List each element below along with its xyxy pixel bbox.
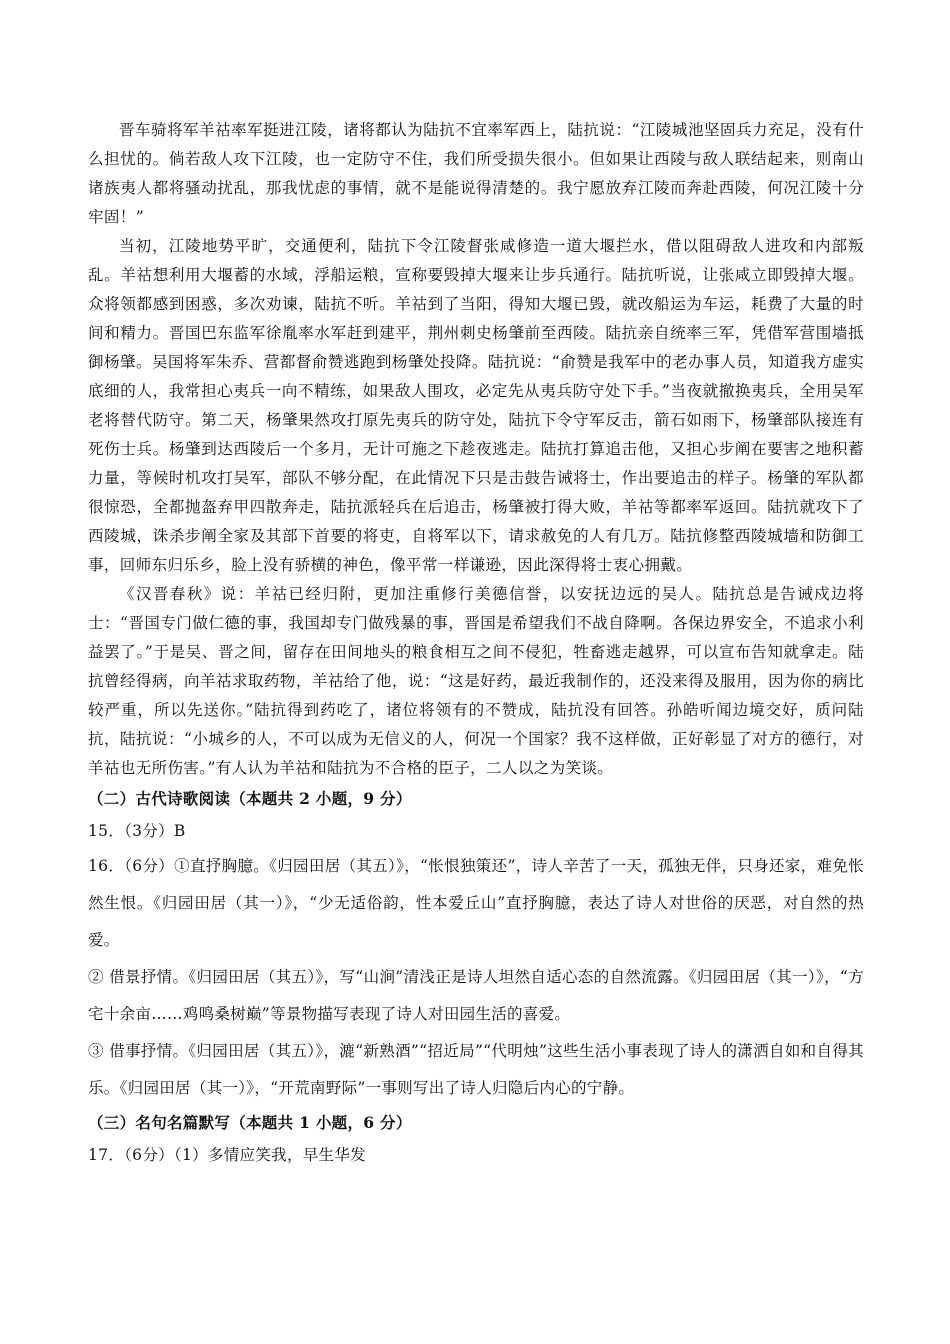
- passage-paragraph-2: 当初，江陵地势平旷，交通便利，陆抗下令江陵督张咸修造一道大堰拦水，借以阻碍敌人进攻和内部叛乱。羊祜想利用大堰蓄的水域，浮船运粮，宣称要毁掉大堰来让步兵通行。陆抗听说，让张咸立即毁掉大堰。众将领都感到困惑，多次劝谏，陆抗不听。羊祜到了当阳，得知大堰已毁，就改船运为车运，耗费了大量的时间和精力。晋国巴东监军徐胤率水军赶到建平，荆州刺史杨肇前至西陵。陆抗亲自统率三军，凭借军营围墙抵御杨肇。吴国将军朱乔、营都督俞赞逃跑到杨肇处投降。陆抗说：“俞赞是我军中的老办事人员，知道我方虚实底细的人，我常担心夷兵一向不精练，如果敌人围攻，必定先从夷兵防守处下手。”当夜就撤换夷兵，全用吴军老将替代防守。第二天，杨肇果然攻打原先夷兵的防守处，陆抗下令守军反击，箭石如雨下，杨肇部队接连有死伤士兵。杨肇到达西陵后一个多月，无计可施之下趁夜逃走。陆抗打算追击他，又担心步阐在要害之地积蓄力量，等候时机攻打吴军，部队不够分配，在此情况下只是击鼓告诫将士，作出要追击的样子。杨肇的军队都很惊恐，全都抛盔弃甲四散奔走，陆抗派轻兵在后追击，杨肇被打得大败，羊祜等都率军返回。陆抗就攻下了西陵城，诛杀步阐全家及其部下首要的将吏，自将军以下，请求赦免的人有几万。陆抗修整西陵城墙和防御工事，回师东归乐乡，脸上没有骄横的神色，像平常一样谦逊，因此深得将士衷心拥戴。: [88, 237, 864, 574]
- section-heading-poetry: （二）古代诗歌阅读（本题共 2 小题，9 分）: [88, 789, 412, 808]
- answer-q16-point3: ③ 借事抒情。《归园田居（其五）》，漉“新熟酒”“招近局”“代明烛”这些生活小事表现了诗人的潇洒自如和自得其乐。《归园田居（其一）》，“开荒南野际”一事则写出了诗人归隐后内心的宁静。: [88, 1042, 864, 1097]
- answer-q17: 17．（6分）（1）多情应笑我，早生华发: [88, 1146, 366, 1164]
- section-heading-dictation: （三）名句名篇默写（本题共 1 小题，6 分）: [88, 1113, 412, 1132]
- answer-q15: 15．（3分）B: [88, 822, 186, 840]
- answer-q16-point2: ② 借景抒情。《归园田居（其五）》，写“山涧”清浅正是诗人坦然自适心态的自然流露。《归园田居（其一）》，“方宅十余亩……鸡鸣桑树巅”等景物描写表现了诗人对田园生活的喜爱。: [88, 968, 864, 1023]
- document-page: [88, 116, 864, 1172]
- answer-q16-point1: 16．（6分）①直抒胸臆。《归园田居（其五）》，“怅恨独策还”，诗人辛苦了一天，孤独无伴，只身还家，难免怅然生恨。《归园田居（其一）》，“少无适俗韵，性本爱丘山”直抒胸臆，表达了诗人对世俗的厌恶，对自然的热爱。: [88, 857, 864, 949]
- passage-paragraph-1: 晋车骑将军羊祜率军挺进江陵，诸将都认为陆抗不宜率军西上，陆抗说：“江陵城池坚固兵力充足，没有什么担忧的。倘若敌人攻下江陵，也一定防守不住，我们所受损失很小。但如果让西陵与敌人联结起来，则南山诸族夷人都将骚动扰乱，那我忧虑的事情，就不是能说得清楚的。我宁愿放弃江陵而奔赴西陵，何况江陵十分牢固！”: [88, 121, 864, 226]
- passage-paragraph-3: 《汉晋春秋》说：羊祜已经归附，更加注重修行美德信誉，以安抚边远的吴人。陆抗总是告诫戍边将士：“晋国专门做仁德的事，我国却专门做残暴的事，晋国是希望我们不战自降啊。各保边界安全，不追求小利益罢了。”于是吴、晋之间，留存在田间地头的粮食相互之间不侵犯，牲畜逃走越界，可以宣布告知就拿走。陆抗曾经得病，向羊祜求取药物，羊祜给了他，说：“这是好药，最近我制作的，还没来得及服用，因为你的病比较严重，所以先送你。”陆抗得到药吃了，诸位将领有的不赞成，陆抗没有回答。孙皓听闻边境交好，质问陆抗，陆抗说：“小城乡的人，不可以成为无信义的人，何况一个国家？我不这样做，正好彰显了对方的德行，对羊祜也无所伤害。”有人认为羊祜和陆抗为不合格的臣子，二人以之为笑谈。: [88, 585, 864, 777]
